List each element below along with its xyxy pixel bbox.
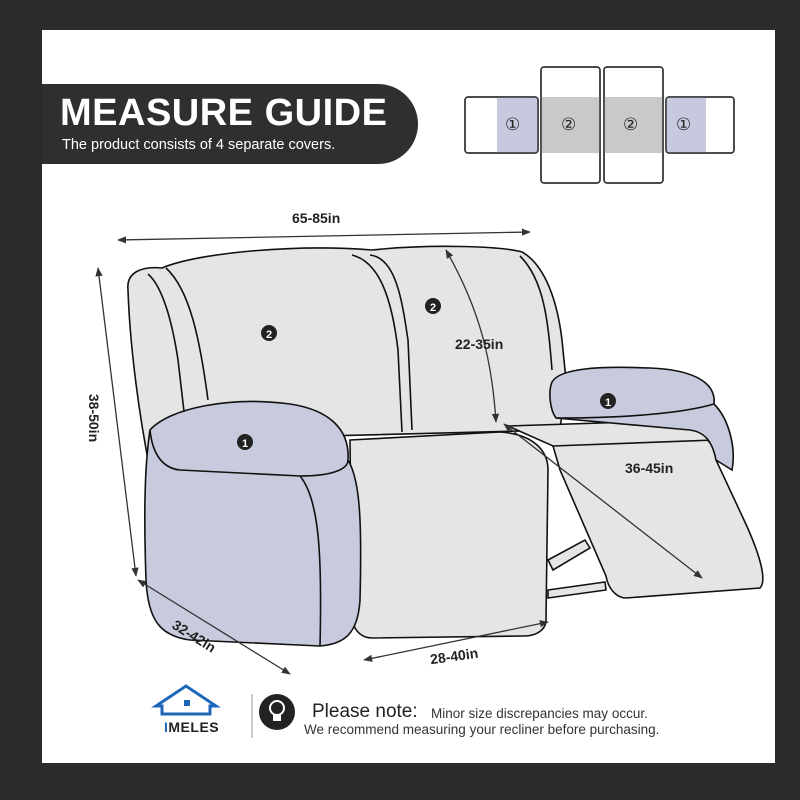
brand-house-icon [156,686,216,714]
note-line-1: Minor size discrepancies may occur. [431,706,648,721]
cover-number-2: ② [561,115,577,134]
note-line-2: We recommend measuring your recliner before purchasing. [304,722,660,737]
cover-number-1: ① [505,115,521,134]
depth-label: 32-42in [169,616,219,656]
brand-logo [164,719,219,735]
note-title: Please note: [312,701,418,722]
width-label: 65-85in [292,210,341,226]
brand-lead: I [164,719,169,735]
lightbulb-icon [259,694,295,730]
marker-back-right-label: 2 [429,302,437,314]
seat-width-label: 28-40in [429,644,480,668]
width-arrow [118,232,530,240]
height-label: 38-50in [86,393,103,443]
cover-number-3: ② [623,115,639,134]
footrest-length-label: 36-45in [625,460,674,476]
back-height-label: 22-35in [455,336,504,352]
page-subtitle: The product consists of 4 separate covers. [62,137,336,153]
marker-arm-left-label: 1 [241,438,249,450]
page-title: MEASURE GUIDE [60,92,388,134]
marker-back-left-label: 2 [265,329,273,341]
brand-rest: MELES [168,719,220,735]
marker-arm-right-label: 1 [604,397,612,409]
cover-number-4: ① [676,115,692,134]
